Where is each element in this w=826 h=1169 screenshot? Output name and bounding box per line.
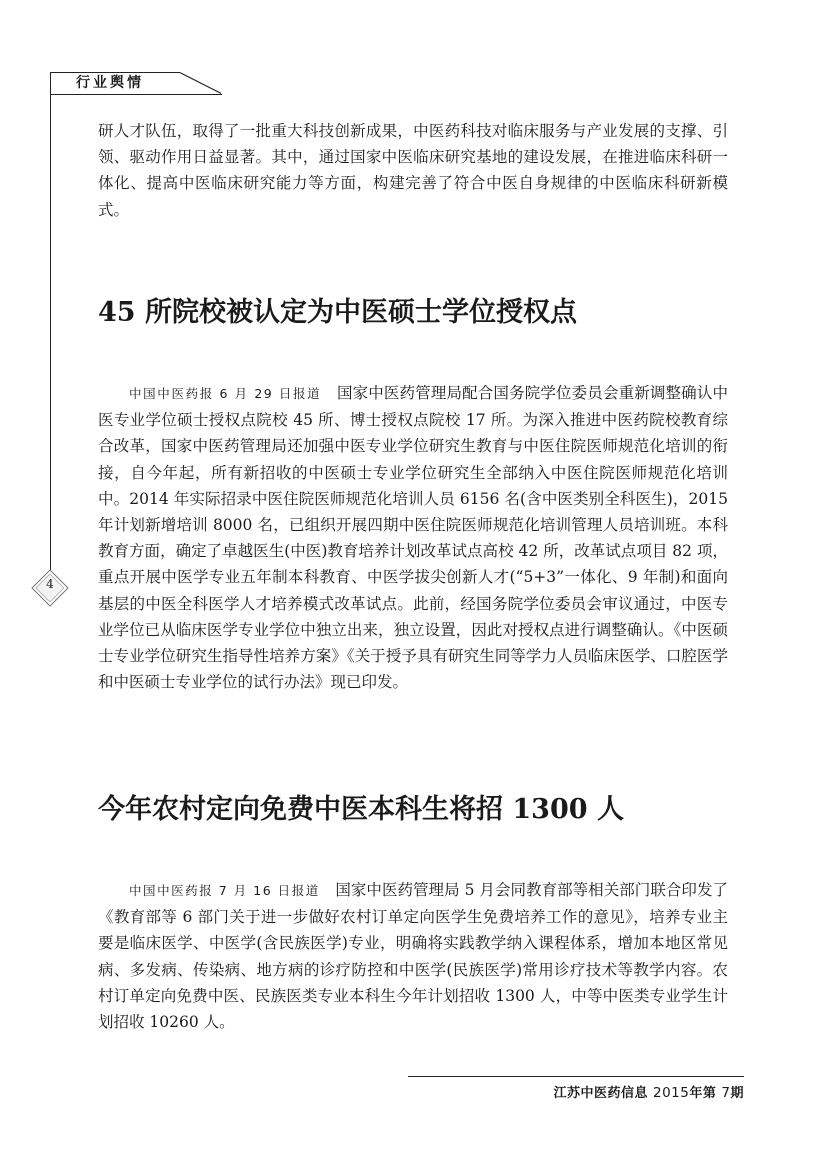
article2-title: 今年农村定向免费中医本科生将招 1300 人	[98, 794, 624, 825]
article2-source: 中国中医药报 7 月 16 日报道	[129, 883, 320, 898]
article1-body	[98, 380, 728, 695]
intro-paragraph	[98, 118, 728, 223]
header-tab-slant	[180, 72, 222, 94]
article2-body	[98, 877, 728, 1035]
footer	[553, 1082, 744, 1101]
footer-issue: 7	[721, 1085, 731, 1101]
article2-text: 国家中医药管理局 5 月会同教育部等相关部门联合印发了《教育部等 6 部门关于进一步做好农村订单定向医学生免费培养工作的意见》，培养专业主要是临床医学、中医学(含民族医学)专业，明确将实践教学纳入课程体系，增加本地区常见病、多发病、传染病、地方病的诊疗防控和中医学(民族医学)常用诊疗技术等教学内容。农村订单定向免费中医、民族医类专业本科生今年计划招收 1300 人，中等中医类专业学生计划招收 10260 人。	[98, 881, 728, 1032]
footer-issue-suffix: 期	[730, 1086, 744, 1101]
footer-year-suffix: 年第	[689, 1086, 717, 1101]
article1-text: 国家中医药管理局配合国务院学位委员会重新调整确认中医专业学位硕士授权点院校 45 所、博士授权点院校 17 所。为深入推进中医药院校教育综合改革，国家中医药管理局还加强中医专业学位研究生教育与中医住院医师规范化培训的衔接，自今年起，所有新招收的中医硕士专业学位研究生全部纳入中医住院医师规范化培训中。2014 年实际招录中医住院医师规范化培训人员 6156 名(含中医类别全科医生)，2015 年计划新增培训 8000 名，已组织开展四期中医住院医师规范化培训管理人员培训班。本科教育方面，确定了卓越医生(中医)教育培养计划改革试点高校 42 所，改革试点项目 82 项，重点开展中医学专业五年制本科教育、中医学拔尖创新人才(“5+3”一体化、9 年制)和面向基层的中医全科医学人才培养模式改革试点。此前，经国务院学位委员会审议通过，中医专业学位已从临床医学专业学位中独立出来，独立设置，因此对授权点进行调整确认。《中医硕士专业学位研究生指导性培养方案》《关于授予具有研究生同等学力人员临床医学、口腔医学和中医硕士专业学位的试行办法》现已印发。	[98, 384, 728, 692]
article1-title: 45 所院校被认定为中医硕士学位授权点	[98, 297, 577, 328]
journal-name: 江苏中医药信息	[553, 1086, 648, 1101]
footer-year: 2015	[652, 1085, 690, 1101]
intro-text: 研人才队伍，取得了一批重大科技创新成果，中医药科技对临床服务与产业发展的支撑、引领、驱动作用日益显著。其中，通过国家中医临床研究基地的建设发展，在推进临床科研一体化、提高中医临床研究能力等方面，构建完善了符合中医自身规律的中医临床科研新模式。	[98, 122, 728, 219]
article1-source: 中国中医药报 6 月 29 日报道	[129, 386, 322, 401]
section-label: 行业舆情	[76, 75, 144, 91]
header-tab-bottom-border	[50, 94, 222, 95]
margin-rule	[50, 72, 51, 570]
page-number: 4	[46, 577, 54, 591]
footer-rule	[408, 1076, 744, 1077]
